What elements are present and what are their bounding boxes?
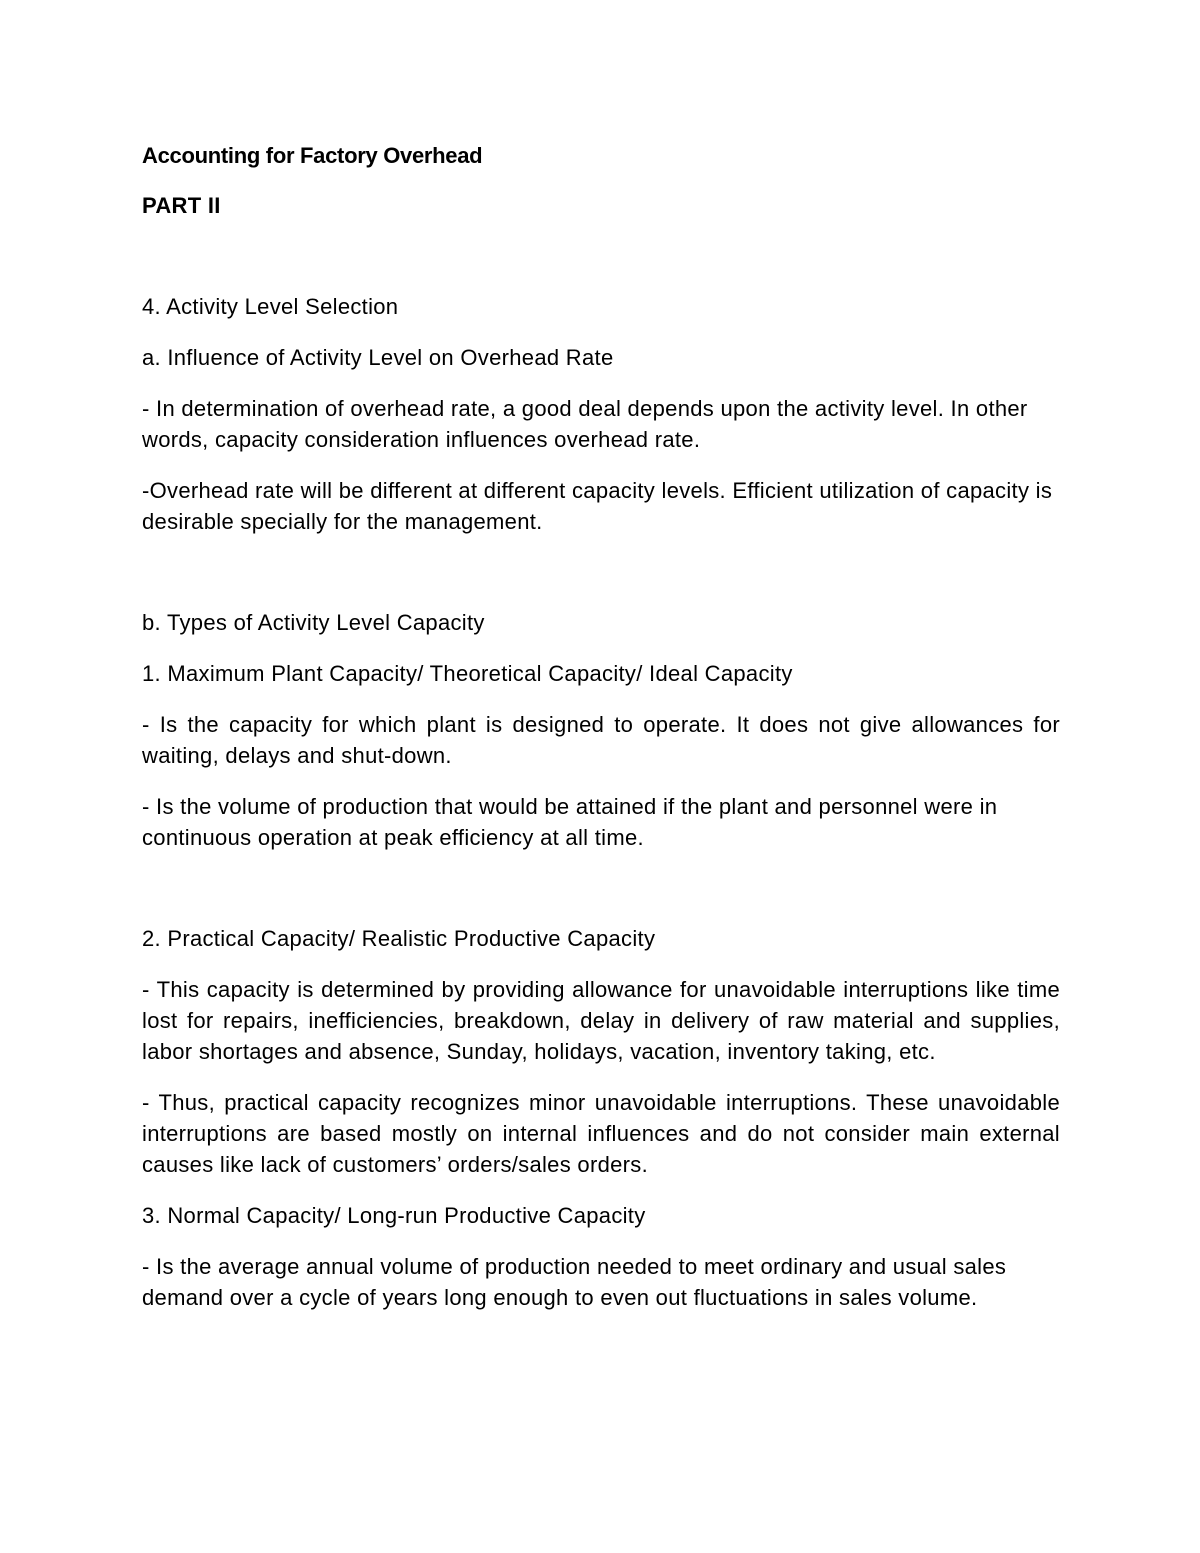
document-page <box>142 140 1060 1333</box>
paragraph: - Is the average annual volume of production needed to meet ordinary and usual sales demand over a cycle of years long enough to even out fluctuations in sales volume. <box>142 1254 1007 1310</box>
paragraph: -Overhead rate will be different at different capacity levels. Efficient utilization of capacity is desirable specially for the management. <box>142 478 1053 534</box>
paragraph: - Thus, practical capacity recognizes minor unavoidable interruptions. These unavoidable interruptions are based mostly on internal influences and do not consider main external causes like lack of customers’ orders/sales orders. <box>142 1090 1060 1177</box>
item-heading-normal-capacity: 3. Normal Capacity/ Long-run Productive Capacity <box>142 1203 646 1228</box>
paragraph: - Is the capacity for which plant is designed to operate. It does not give allowances for waiting, delays and shut-down. <box>142 712 1060 768</box>
section-heading-activity-level: 4. Activity Level Selection <box>142 294 399 319</box>
item-heading-practical-capacity: 2. Practical Capacity/ Realistic Productive Capacity <box>142 926 656 951</box>
paragraph: - In determination of overhead rate, a good deal depends upon the activity level. In other words, capacity consideration influences overhead rate. <box>142 396 1028 452</box>
item-heading-maximum-capacity: 1. Maximum Plant Capacity/ Theoretical Capacity/ Ideal Capacity <box>142 661 793 686</box>
subsection-heading-types: b. Types of Activity Level Capacity <box>142 610 485 635</box>
subsection-heading-influence: a. Influence of Activity Level on Overhead Rate <box>142 345 614 370</box>
document-title: Accounting for Factory Overhead <box>142 143 483 168</box>
part-heading: PART II <box>142 193 221 218</box>
paragraph: - This capacity is determined by providing allowance for unavoidable interruptions like time lost for repairs, inefficiencies, breakdown, delay in delivery of raw material and supplies, labor shortages and absence, Sunday, holidays, vacation, inventory taking, etc. <box>142 977 1060 1064</box>
paragraph: - Is the volume of production that would be attained if the plant and personnel were in continuous operation at peak efficiency at all time. <box>142 794 998 850</box>
